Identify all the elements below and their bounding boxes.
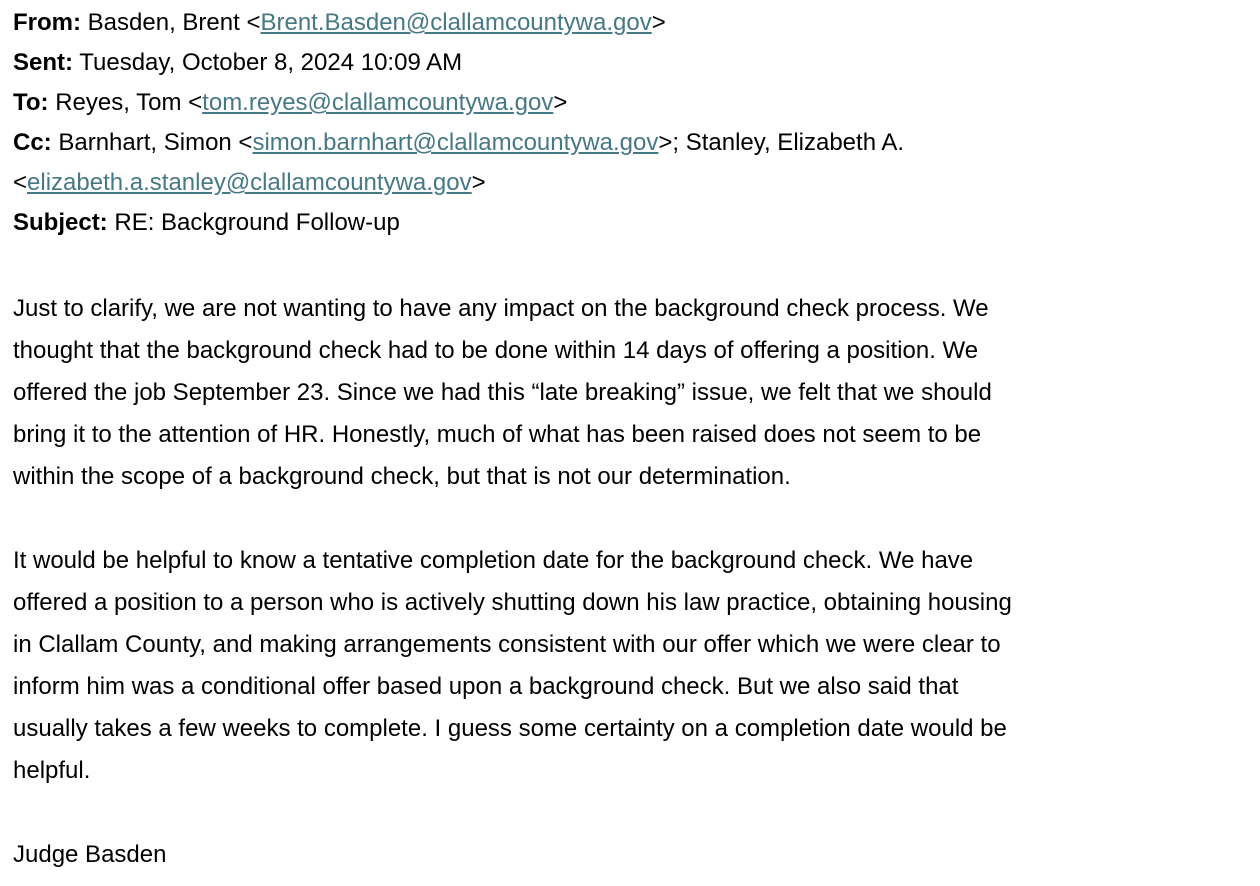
to-line: To: Reyes, Tom <tom.reyes@clallamcountywa.gov>	[13, 89, 568, 116]
cc1-name: Barnhart, Simon	[58, 129, 232, 156]
from-line: From: Basden, Brent <Brent.Basden@clallamcountywa.gov>	[13, 9, 666, 36]
from-name: Basden, Brent	[87, 9, 240, 36]
body-line: It would be helpful to know a tentative completion date for the background check. We have	[13, 547, 974, 574]
sent-value: Tuesday, October 8, 2024 10:09 AM	[79, 49, 463, 76]
subject-label: Subject:	[13, 209, 108, 236]
body-line: thought that the background check had to be done within 14 days of offering a position. We	[13, 337, 979, 364]
cc-line-continued: <elizabeth.a.stanley@clallamcountywa.gov>	[13, 169, 486, 196]
sent-label: Sent:	[13, 49, 73, 76]
body-line: inform him was a conditional offer based upon a background check. But we also said that	[13, 673, 959, 700]
cc-label: Cc:	[13, 129, 52, 156]
from-label: From:	[13, 9, 81, 36]
subject-value: RE: Background Follow-up	[114, 209, 400, 236]
body-line: usually takes a few weeks to complete. I guess some certainty on a completion date would be	[13, 715, 1007, 742]
cc1-email-link[interactable]: simon.barnhart@clallamcountywa.gov	[252, 129, 659, 156]
to-email-link[interactable]: tom.reyes@clallamcountywa.gov	[202, 89, 554, 116]
body-paragraph-1	[13, 288, 1253, 498]
body-line: offered a position to a person who is actively shutting down his law practice, obtaining housing	[13, 589, 1012, 616]
sent-line	[13, 43, 904, 83]
subject-line	[13, 203, 904, 243]
email-header	[13, 3, 904, 243]
body-line: Just to clarify, we are not wanting to have any impact on the background check process. We	[13, 295, 989, 322]
signature-text: Judge Basden	[13, 841, 167, 868]
body-paragraph-2	[13, 540, 1253, 792]
body-line: bring it to the attention of HR. Honestly, much of what has been raised does not seem to be	[13, 421, 982, 448]
signature	[13, 834, 1253, 876]
from-email-link[interactable]: Brent.Basden@clallamcountywa.gov	[260, 9, 652, 36]
cc-line: Cc: Barnhart, Simon <simon.barnhart@clallamcountywa.gov>; Stanley, Elizabeth A.	[13, 129, 905, 156]
cc2-email-link[interactable]: elizabeth.a.stanley@clallamcountywa.gov	[27, 169, 472, 196]
body-line: offered the job September 23. Since we had this “late breaking” issue, we felt that we should	[13, 379, 992, 406]
to-name: Reyes, Tom	[55, 89, 182, 116]
to-label: To:	[13, 89, 49, 116]
body-line: in Clallam County, and making arrangements consistent with our offer which we were clear to	[13, 631, 1001, 658]
body-line: helpful.	[13, 757, 91, 784]
cc2-name: Stanley, Elizabeth A.	[685, 129, 905, 156]
body-line: within the scope of a background check, but that is not our determination.	[13, 463, 791, 490]
